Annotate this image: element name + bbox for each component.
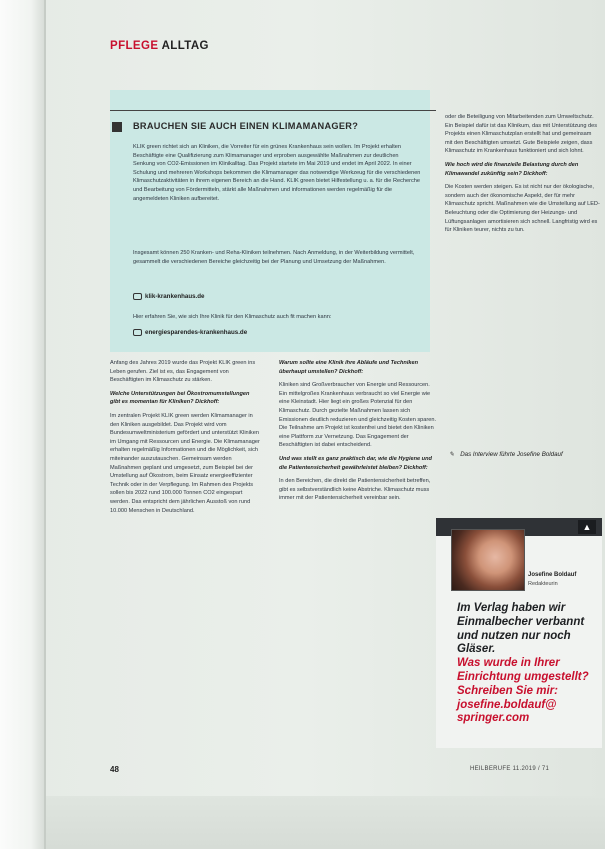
editor-name: Josefine Boldauf	[528, 572, 577, 578]
adjacent-page-edge	[0, 0, 44, 849]
link-icon	[133, 329, 142, 336]
header-keyword-alltag: ALLTAG	[161, 40, 209, 52]
info-box-paragraph: Insgesamt können 250 Kranken- und Reha-Kliniken teilnehmen. Nach Anmeldung, in der Weiterbildung vermittelt, gesammelt die verschiedenen Bereiche gleichzeitig bei der Planung und Umsetzung der Maßnahmen.	[133, 250, 415, 265]
col2-question-1: Warum sollte eine Klinik ihre Abläufe und Techniken überhaupt umstellen? Dickhoff:	[279, 360, 419, 375]
col1-question-1: Welche Unterstützungen bei Ökostromumstellungen gibt es momentan für Kliniken? Dickhoff:	[110, 390, 250, 406]
col2-paragraph-2: In den Bereichen, die direkt die Patientensicherheit betreffen, gibt es selbstverständlich keine Abstriche. Klimaschutz muss immer mit der Patientensicherheit vereinbar sein.	[279, 478, 431, 502]
editor-role: Redakteurin	[528, 581, 558, 587]
link-text-energiesparen: energiesparendes-krankenhaus.de	[145, 329, 248, 337]
article-column-1	[110, 359, 260, 520]
magazine-issue: 11.2019 / 71	[512, 766, 550, 772]
col3-paragraph-2: Die Kosten werden steigen. Es ist nicht nur der ökologische, sondern auch der ökonomische Aspekt, der für mehr Klimaschutz spricht. Maßnahmen wie die Umstellung auf LED-Beleuchtung oder die Optimierung der Heizungs- und Lüftungsanlagen amortisieren sich schnell. Langfristig wird es für Kliniken teurer, nichts zu tun.	[445, 184, 600, 234]
interview-credit-text: Das Interview führte Josefine Boldauf	[460, 451, 563, 458]
link-icon	[133, 293, 142, 300]
promo-line-2: Was wurde in Ihrer Einrichtung umgestellt? Schreiben Sie mir:	[457, 657, 589, 697]
info-box-rule	[110, 110, 436, 111]
info-box-intro: KLIK green richtet sich an Kliniken, die Vorreiter für ein grünes Krankenhaus sein wollen. Im Projekt erhalten Beschäftigte eine Qualifizierung zum Klimamanager und erproben ausgewählte Maßnahmen zur deutlichen Senkung von CO2-Emissionen im Klinikalltag. Das Projekt startete im Mai 2019 und endet im April 2022. In einer Schulung und mehreren Workshops bekommen die Klimamanager das notwendige Werkzeug für die verschiedenen Klimaschutzaktivitäten in ihrem eigenen Bereich an die Hand. KLIK green bietet Hilfestellung u. a. für die Recherche und Bearbeitung von Fördermitteln, stärkt alle Maßnahmen und informationen werden regelmäßig für die angemeldeten Kliniken aufbereitet.	[133, 144, 421, 202]
page-gutter	[44, 0, 46, 849]
col2-paragraph-1: Kliniken sind Großverbraucher von Energie und Ressourcen. Ein mittelgroßes Krankenhaus verbraucht so viel Energie wie eine Kleinstadt. Hier liegt ein großes Potenzial für den Klimaschutz. Durch gezielte Maßnahmen lassen sich Emissionen deutlich reduzieren und gleichzeitig Kosten sparen. Die Teilnahme am Projekt ist kostenfrei und bietet den Kliniken eine Plattform zur Vernetzung. Das Engagement der Beschäftigten ist dabei entscheidend.	[279, 382, 437, 449]
publisher-logo-icon: ▲	[578, 520, 596, 534]
interview-credit	[449, 451, 563, 458]
info-link-energiesparen[interactable]	[133, 329, 247, 336]
page-bottom-area	[46, 796, 605, 849]
promo-email-user[interactable]: josefine.boldauf@	[457, 698, 557, 711]
col3-question-1: Wie hoch wird die finanzielle Belastung durch den Klimawandel zukünftig sein? Dickhoff:	[445, 161, 579, 177]
info-box-note: Hier erfahren Sie, wie sich Ihre Klinik für den Klimaschutz auch fit machen kann:	[133, 314, 332, 320]
promo-email-domain[interactable]: springer.com	[457, 712, 530, 725]
header-keyword-pflege: PFLEGE	[110, 40, 159, 52]
section-header	[110, 40, 209, 52]
magazine-name: HEILBERUFE	[470, 766, 511, 772]
col2-question-2: Und was stellt es ganz praktisch dar, wie die Hygiene und die Patientensicherheit gewährleistet bleiben? Dickhoff:	[279, 455, 432, 471]
col1-paragraph-2: Im zentralen Projekt KLIK green werden Klimamanager in den Kliniken ausgebildet. Das Projekt wird vom Bundesumweltministerium gefördert und unterstützt Kliniken im Umgang mit Ressourcen und Energie. Die Klimamanager erhalten regelmäßig Informationen und die Möglichkeit, sich miteinander auszutauschen. Gemeinsam werden Maßnahmen geplant und umgesetzt, zum Beispiel bei der Umstellung auf Ökostrom, beim Einsatz energieeffizienter Technik oder in der Verpflegung. Im Rahmen des Projekts sollen bis 2022 rund 100.000 Tonnen CO2 eingespart werden. Das entspricht dem jährlichen Ausstoß von rund 10.000 Menschen in Deutschland.	[110, 412, 260, 514]
square-bullet-icon	[112, 122, 122, 132]
magazine-footer	[470, 766, 549, 772]
info-link-klik[interactable]	[133, 293, 205, 300]
article-column-3	[445, 113, 600, 240]
pencil-icon: ✎	[449, 451, 455, 458]
page-number: 48	[110, 765, 119, 774]
promo-text	[457, 602, 597, 726]
article-column-2	[279, 359, 437, 508]
col3-paragraph-1: oder die Beteiligung von Mitarbeitenden zum Umweltschutz. Ein Beispiel dafür ist das Klinikum, das mit Unterstützung des Projekts einen Klimaschutzplan erstellt hat und gemeinsam mit den Beschäftigten umsetzt. Gute Beispiele zeigen, dass Klimaschutz im Krankenhaus funktioniert und sich lohnt.	[445, 114, 598, 155]
link-text-klik: klik-krankenhaus.de	[145, 293, 205, 301]
col1-paragraph-1: Anfang des Jahres 2019 wurde das Projekt KLIK green ins Leben gerufen. Ziel ist es, das Engagement von Beschäftigten im Klimaschutz zu stärken.	[110, 360, 256, 384]
info-box-title: BRAUCHEN SIE AUCH EINEN KLIMAMANAGER?	[133, 121, 359, 131]
editor-portrait-photo	[451, 529, 525, 591]
promo-line-1: Im Verlag haben wir Einmalbecher verbannt und nutzen nur noch Gläser.	[457, 602, 585, 656]
